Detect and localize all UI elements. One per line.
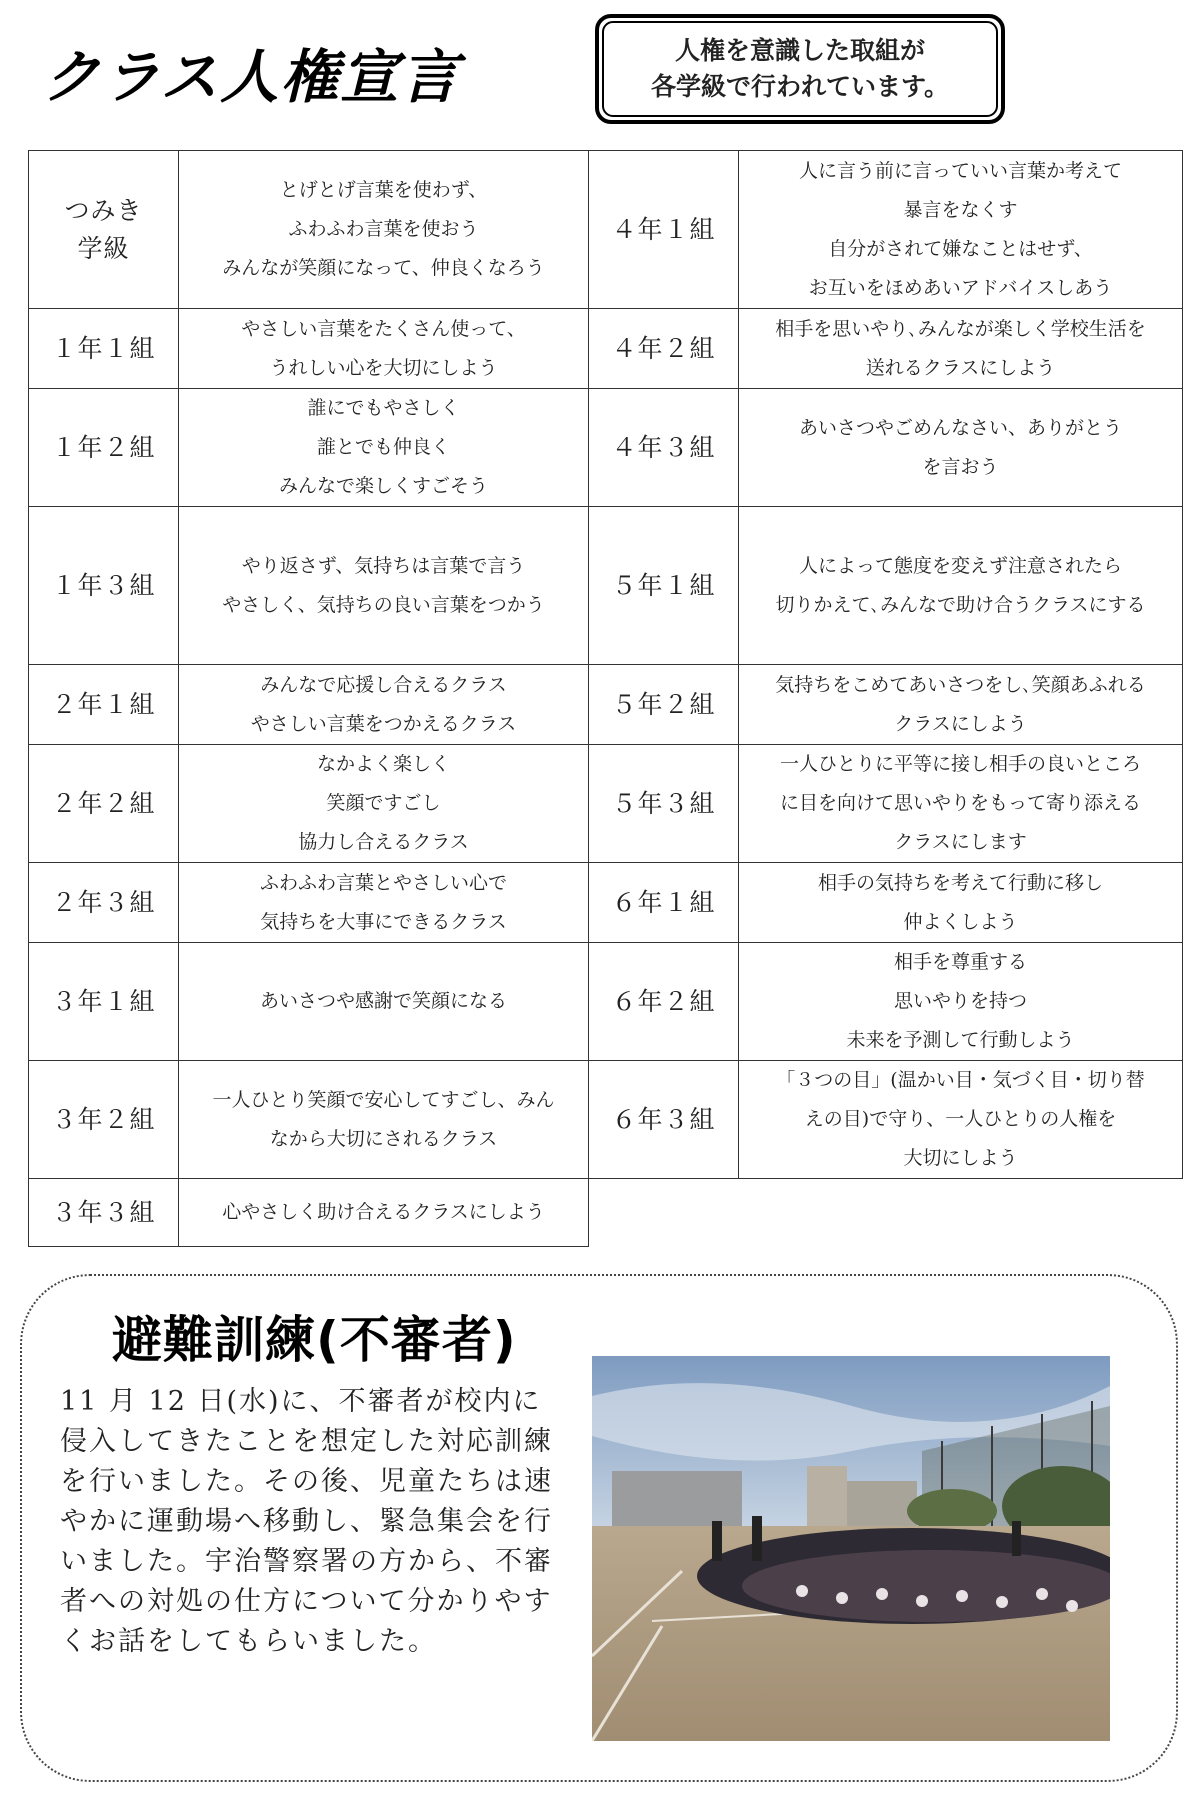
left-class-name: ２年３組: [29, 863, 179, 943]
right-class-name: ６年１組: [589, 863, 739, 943]
empty-cell: [589, 1179, 739, 1247]
declaration-line: 人に言う前に言っていい言葉か考えて: [798, 159, 1122, 182]
table-row: [29, 151, 1183, 309]
right-class-declaration: [739, 863, 1183, 943]
declaration-line: あいさつやごめんなさい、ありがとう: [798, 416, 1122, 439]
right-class-name: ４年２組: [589, 309, 739, 389]
right-class-name: ６年２組: [589, 943, 739, 1061]
table-row: [29, 389, 1183, 507]
right-class-name: ４年３組: [589, 389, 739, 507]
table-row: [29, 507, 1183, 665]
declaration-line: 送れるクラスにしよう: [865, 356, 1056, 379]
declaration-line: クラスにします: [894, 831, 1027, 853]
declaration-line: ふわふわ言葉とやさしい心で: [259, 871, 507, 894]
left-class-declaration: [179, 863, 589, 943]
declaration-line: なかよく楽しく: [316, 753, 450, 775]
declaration-line: やさしい言葉をつかえるクラス: [250, 712, 517, 735]
declaration-table-body: [29, 151, 1183, 1247]
declaration-line: ふわふわ言葉を使おう: [288, 218, 479, 240]
left-class-name: ２年１組: [29, 665, 179, 745]
declaration-line: 未来を予測して行動しよう: [846, 1029, 1075, 1051]
left-class-name: １年３組: [29, 507, 179, 665]
declaration-line: なから大切にされるクラス: [269, 1127, 498, 1150]
declaration-line: 気持ちを大事にできるクラス: [260, 910, 507, 933]
left-class-declaration: [179, 389, 589, 507]
declaration-line: 心やさしく助け合えるクラスにしよう: [222, 1201, 545, 1223]
declaration-line: みんなで楽しくすごそう: [278, 475, 488, 497]
declaration-line: やさしく、気持ちの良い言葉をつかう: [222, 593, 545, 616]
right-class-name: ５年３組: [589, 745, 739, 863]
declaration-line: 一人ひとりに平等に接し相手の良いところ: [779, 753, 1141, 775]
declaration-line: 「３つの目」(温かい目・気づく目・切り替: [776, 1069, 1145, 1091]
left-class-name: ３年２組: [29, 1061, 179, 1179]
notice-inner: [602, 21, 998, 117]
table-row: [29, 943, 1183, 1061]
declaration-line: お互いをほめあいアドバイスしあう: [808, 276, 1113, 299]
declaration-line: やり返さず、気持ちは言葉で言う: [241, 554, 526, 577]
table-row: [29, 665, 1183, 745]
right-class-name: ４年１組: [589, 151, 739, 309]
notice-line-1: 人権を意識した取組が: [674, 36, 925, 65]
left-class-name: つみき 学級: [29, 151, 179, 309]
declaration-line: に目を向けて思いやりをもって寄り添える: [779, 792, 1141, 814]
notice-line-2: 各学級で行われています。: [650, 72, 949, 101]
right-class-declaration: [739, 943, 1183, 1061]
declaration-line: みんなで応援し合えるクラス: [260, 673, 507, 696]
declaration-line: 誰とでも仲良く: [316, 436, 450, 458]
declaration-line: うれしい心を大切にしよう: [269, 356, 498, 379]
declaration-line: 相手を尊重する: [893, 951, 1027, 973]
left-class-name: １年１組: [29, 309, 179, 389]
left-class-declaration: [179, 745, 589, 863]
left-class-name: ３年１組: [29, 943, 179, 1061]
declaration-line: やさしい言葉をたくさん使って、: [241, 317, 526, 340]
left-class-name: ２年２組: [29, 745, 179, 863]
right-class-name: ５年２組: [589, 665, 739, 745]
declaration-line: 一人ひとり笑顔で安心してすごし、みん: [212, 1088, 555, 1111]
declaration-line: 切りかえて､みんなで助け合うクラスにする: [775, 593, 1146, 616]
declaration-line: 人によって態度を変えず注意されたら: [798, 554, 1122, 577]
declaration-line: あいさつや感謝で笑顔になる: [259, 990, 507, 1012]
declaration-line: 誰にでもやさしく: [307, 397, 460, 419]
declaration-line: 笑顔ですごし: [326, 792, 441, 814]
table-row: [29, 1061, 1183, 1179]
right-class-declaration: [739, 389, 1183, 507]
right-class-declaration: [739, 745, 1183, 863]
left-class-declaration: [179, 151, 589, 309]
declaration-line: クラスにしよう: [894, 712, 1027, 735]
left-class-name: ３年３組: [29, 1179, 179, 1247]
schoolyard-photo-illustration: [592, 1356, 1110, 1741]
left-class-declaration: [179, 1179, 589, 1247]
right-class-name: ６年３組: [589, 1061, 739, 1179]
declaration-line: 気持ちをこめてあいさつをし､笑顔あふれる: [775, 673, 1146, 696]
table-row: [29, 745, 1183, 863]
notice-box: [595, 14, 1005, 124]
left-class-declaration: [179, 309, 589, 389]
left-class-name: １年２組: [29, 389, 179, 507]
drill-photo: [592, 1356, 1110, 1741]
page-title: クラス人権宣言: [42, 43, 461, 111]
table-row: [29, 309, 1183, 389]
table-row: [29, 1179, 1183, 1247]
right-class-declaration: [739, 507, 1183, 665]
left-class-declaration: [179, 665, 589, 745]
declaration-line: 仲よくしよう: [903, 910, 1018, 933]
right-class-name: ５年１組: [589, 507, 739, 665]
declaration-line: えの目)で守り、一人ひとりの人権を: [804, 1108, 1117, 1130]
left-class-declaration: [179, 1061, 589, 1179]
declaration-line: 自分がされて嫌なことはせず、: [828, 237, 1093, 260]
empty-cell: [739, 1179, 1183, 1247]
right-class-declaration: [739, 151, 1183, 309]
declaration-line: 大切にしよう: [903, 1147, 1018, 1169]
right-class-declaration: [739, 309, 1183, 389]
left-class-declaration: [179, 943, 589, 1061]
declaration-line: 相手を思いやり､みんなが楽しく学校生活を: [775, 317, 1146, 340]
table-row: [29, 863, 1183, 943]
declaration-line: 思いやりを持つ: [893, 990, 1027, 1012]
right-class-declaration: [739, 665, 1183, 745]
right-class-declaration: [739, 1061, 1183, 1179]
declaration-line: 協力し合えるクラス: [298, 831, 469, 853]
drill-title: 避難訓練(不審者): [112, 1311, 517, 1369]
declaration-line: みんなが笑顔になって、仲良くなろう: [222, 257, 545, 279]
declaration-line: を言おう: [922, 455, 999, 478]
left-class-declaration: [179, 507, 589, 665]
declaration-line: 相手の気持ちを考えて行動に移し: [817, 871, 1103, 894]
drill-body: 11 月 12 日(水)に、不審者が校内に侵入してきたことを想定した対応訓練を行いました。その後、児童たちは速やかに運動場へ移動し、緊急集会を行いました。宇治警察署の方から、不審者への対処の仕方について分かりやすくお話をしてもらいました。: [60, 1386, 553, 1657]
declaration-line: とげとげ言葉を使わず、: [279, 179, 488, 201]
declaration-line: 暴言をなくす: [903, 198, 1018, 221]
declaration-table: [28, 150, 1183, 1247]
